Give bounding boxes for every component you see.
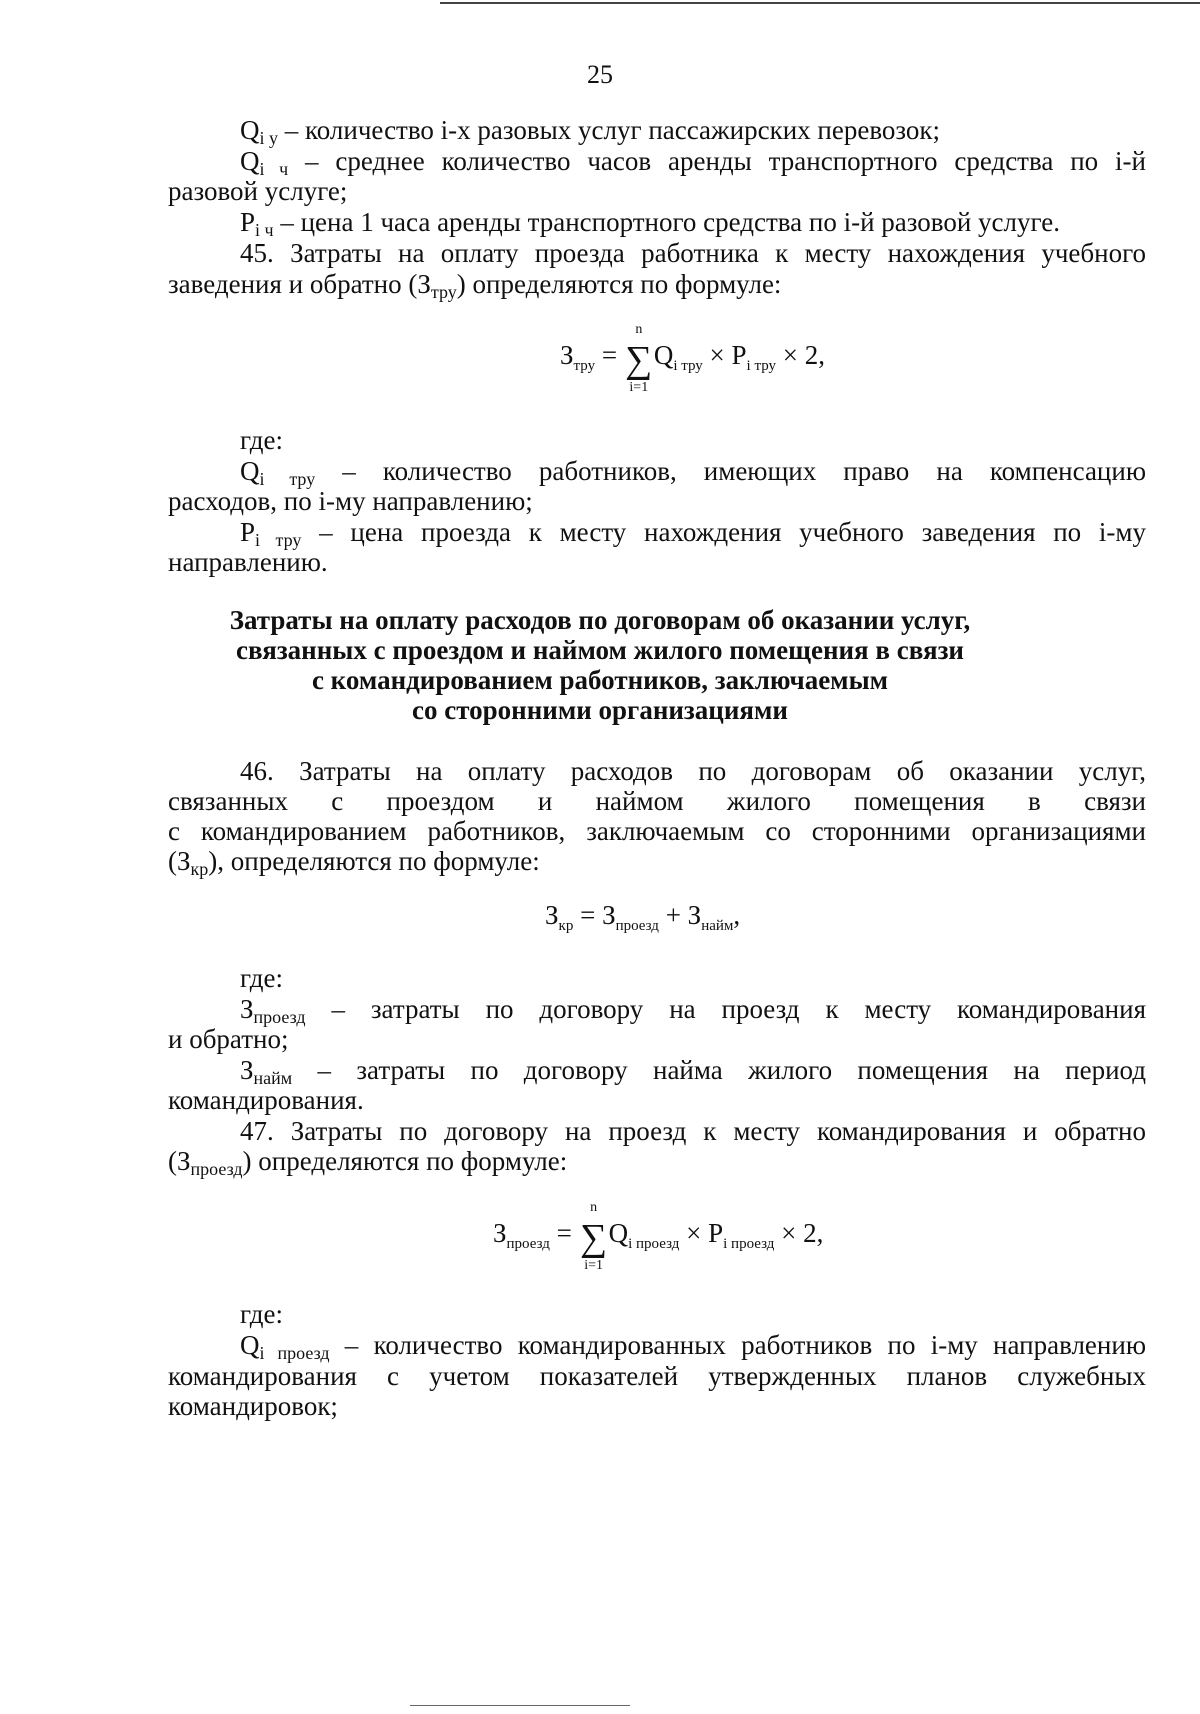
section-heading-line-2: связанных с проездом и наймом жилого помещения в связи <box>236 635 964 665</box>
formula-symbol: З <box>493 1218 507 1248</box>
def-symbol: Q <box>240 456 260 486</box>
p46-sub: кр <box>190 859 209 879</box>
formula-sub: проезд <box>615 918 659 934</box>
p47-text: ) определяются по формуле: <box>242 1146 568 1176</box>
sum-sign <box>624 322 654 395</box>
def-symbol: Q <box>240 115 260 145</box>
where-label: где: <box>240 963 283 993</box>
def-symbol-sub: i тру <box>259 469 316 489</box>
where-label: где: <box>240 1299 283 1329</box>
def-symbol: P <box>240 207 256 237</box>
formula-proezd-body <box>493 1200 824 1273</box>
sum-lower-limit: i=1 <box>629 380 649 395</box>
section-heading-line-1: Затраты на оплату расходов по договорам об оказании услуг, <box>229 605 971 635</box>
def-symbol-sub: найм <box>253 1068 293 1088</box>
def-symbol-sub: проезд <box>253 1007 306 1027</box>
p47-sub: проезд <box>190 1159 243 1179</box>
formula-symbol: З <box>545 900 559 930</box>
formula-symbol: Q <box>608 1218 629 1248</box>
formula-tail: × 2, <box>781 1218 824 1248</box>
formula-symbol: З <box>687 900 702 930</box>
sum-upper-limit: n <box>635 322 643 337</box>
def-symbol: З <box>240 1055 254 1085</box>
formula-tru <box>0 322 1200 410</box>
sum-upper-limit: n <box>590 1200 598 1215</box>
formula-sub: тру <box>573 358 596 374</box>
p46-line-2: связанных с проездом и наймом жилого помещения в связи <box>168 786 1146 816</box>
p46-line-4 <box>168 845 1146 885</box>
formula-sub: i тру <box>746 358 777 374</box>
formula-sub: i тру <box>673 358 703 374</box>
def-symbol: З <box>240 994 254 1024</box>
scan-edge-line <box>440 2 1200 4</box>
p47-line-1: 47. Затраты по договору на проезд к месту командирования и обратно <box>240 1116 1146 1146</box>
def-text: – затраты по договору найма жилого помещения на период <box>292 1055 1146 1085</box>
formula-times: × <box>686 1218 702 1248</box>
formula-times: × <box>709 340 725 370</box>
p45-text: заведения и обратно (З <box>168 269 431 299</box>
sum-sign <box>579 1200 609 1273</box>
def-qiproezd-line-3: командировок; <box>168 1391 338 1421</box>
def-text: – цена 1 часа аренды транспортного средства по i-й разовой услуге. <box>273 207 1060 237</box>
def-proezd-line-2: и обратно; <box>168 1024 289 1054</box>
p45-line-2 <box>168 268 1146 308</box>
formula-sub: кр <box>558 918 574 934</box>
page-number: 25 <box>587 60 613 89</box>
p47-line-2 <box>168 1145 1146 1185</box>
def-symbol-sub: i у <box>259 128 279 148</box>
formula-eq: = <box>556 1218 572 1248</box>
p45-sub: тру <box>430 282 457 302</box>
p46-line-1: 46. Затраты на оплату расходов по договорам об оказании услуг, <box>240 756 1146 786</box>
formula-symbol: P <box>708 1218 724 1248</box>
formula-eq: = <box>580 900 596 930</box>
formula-symbol: Q <box>653 340 674 370</box>
formula-sub: найм <box>701 918 734 934</box>
section-heading-line-4: со сторонними организациями <box>412 695 788 725</box>
where-label: где: <box>240 425 283 455</box>
formula-tail: , <box>733 900 741 930</box>
p46-text: ), определяются по формуле: <box>208 846 540 876</box>
def-symbol: P <box>240 517 256 547</box>
def-symbol-sub: i тру <box>255 530 302 550</box>
formula-tail: × 2, <box>782 340 825 370</box>
p45-text: ) определяются по формуле: <box>456 269 782 299</box>
formula-sub: i проезд <box>628 1236 680 1252</box>
formula-proezd <box>0 1200 1200 1288</box>
def-symbol: Q <box>240 1330 260 1360</box>
def-text: – затраты по договору на проезд к месту командирования <box>305 994 1146 1024</box>
def-symbol-sub: i ч <box>255 220 274 240</box>
def-qich-line-2: разовой услуге; <box>168 176 348 206</box>
sum-symbol: ∑ <box>580 1217 608 1259</box>
p46-text: (З <box>168 846 191 876</box>
def-symbol-sub: i проезд <box>259 1343 330 1363</box>
p46-line-3: с командированием работников, заключаемым со сторонними организациями <box>168 816 1146 846</box>
formula-kr <box>0 900 1200 970</box>
formula-symbol: З <box>602 900 616 930</box>
def-text: – количество работников, имеющих право на компенсацию <box>315 456 1146 486</box>
sum-lower-limit: i=1 <box>584 1258 603 1273</box>
sum-symbol: ∑ <box>625 339 653 381</box>
formula-plus: + <box>665 900 681 930</box>
def-text: – цена проезда к месту нахождения учебного заведения по i-му <box>301 517 1147 547</box>
def-symbol-sub: i ч <box>259 159 289 179</box>
formula-sub: проезд <box>506 1236 550 1252</box>
formula-sub: i проезд <box>723 1236 775 1252</box>
def-text: – среднее количество часов аренды транспортного средства по i-й <box>288 146 1146 176</box>
formula-kr-body <box>545 900 740 935</box>
def-pitru-line-2: направлению. <box>168 547 328 577</box>
formula-symbol: P <box>731 340 747 370</box>
def-qiproezd-line-2: командирования с учетом показателей утвержденных планов служебных <box>168 1361 1146 1391</box>
formula-symbol: З <box>560 340 574 370</box>
def-text: – количество i-х разовых услуг пассажирских перевозок; <box>278 115 941 145</box>
formula-tru-body <box>560 322 825 395</box>
p45-line-1: 45. Затраты на оплату проезда работника к месту нахождения учебного <box>240 238 1146 268</box>
def-symbol: Q <box>240 146 260 176</box>
def-qitru-line-2: расходов, по i-му направлению; <box>168 486 533 516</box>
formula-eq: = <box>601 340 618 370</box>
section-heading-line-3: с командированием работников, заключаемым <box>311 665 889 695</box>
def-naim-line-2: командирования. <box>168 1085 364 1115</box>
def-text: – количество командированных работников по i-му направлению <box>329 1330 1146 1360</box>
scan-edge-line <box>410 1705 630 1706</box>
p47-text: (З <box>168 1146 191 1176</box>
